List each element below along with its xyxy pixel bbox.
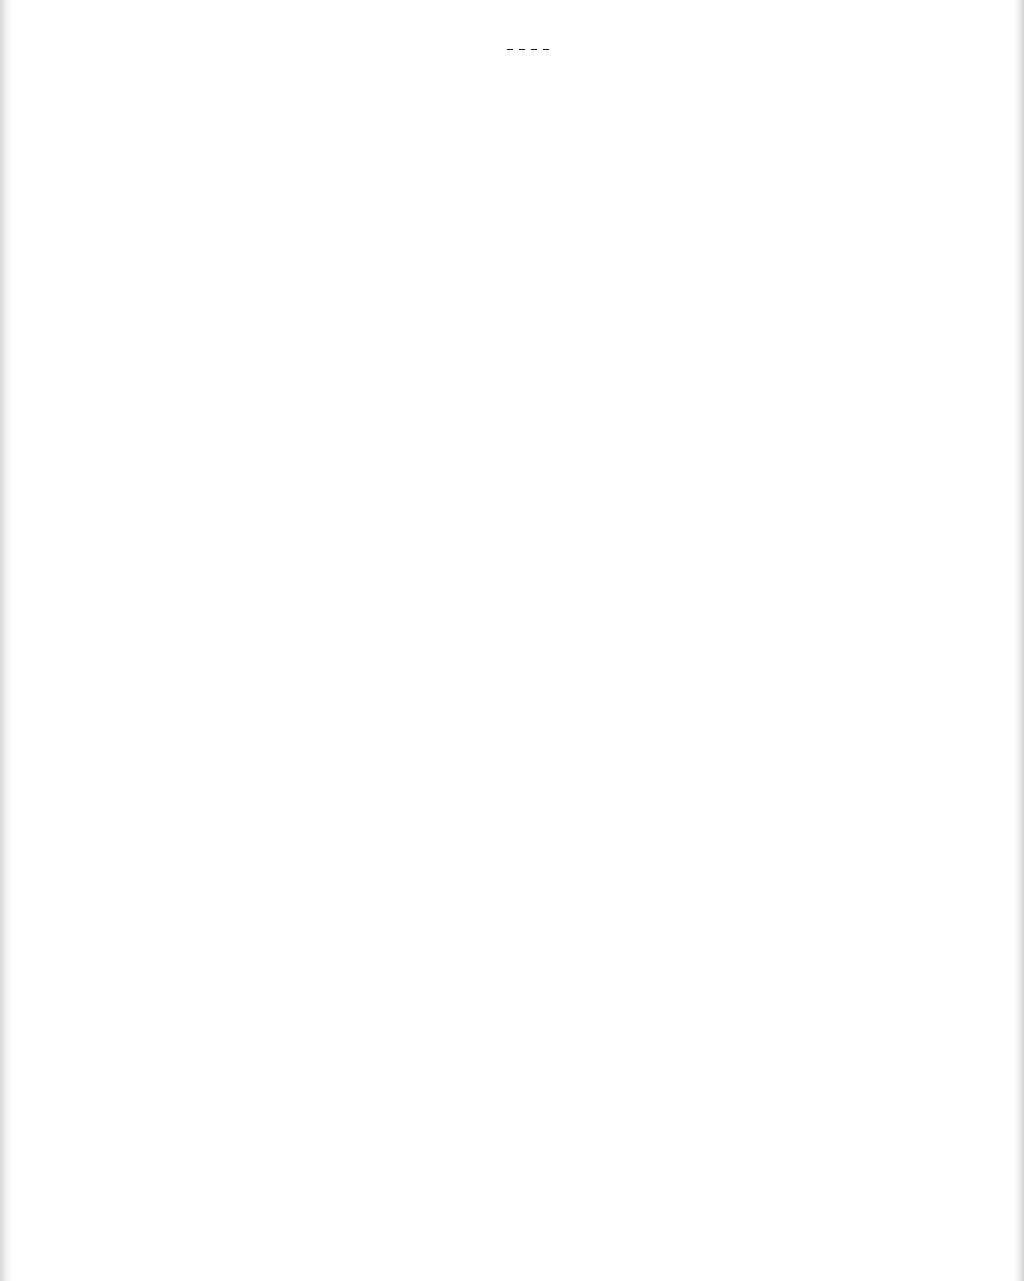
fraction xyxy=(507,49,513,50)
lcm-row xyxy=(105,208,990,240)
page-edge-shadow-right xyxy=(1014,0,1024,1281)
exercise-4 xyxy=(105,80,990,208)
fraction xyxy=(519,49,525,50)
document-body xyxy=(105,18,990,273)
lcm-row xyxy=(105,240,990,272)
fraction xyxy=(543,49,549,50)
exercise-5 xyxy=(105,208,990,273)
exercise-3 xyxy=(105,18,990,80)
page-edge-shadow-left xyxy=(0,0,12,1281)
fraction-list xyxy=(105,18,990,80)
fraction xyxy=(531,49,537,50)
calculation-items xyxy=(105,80,990,208)
